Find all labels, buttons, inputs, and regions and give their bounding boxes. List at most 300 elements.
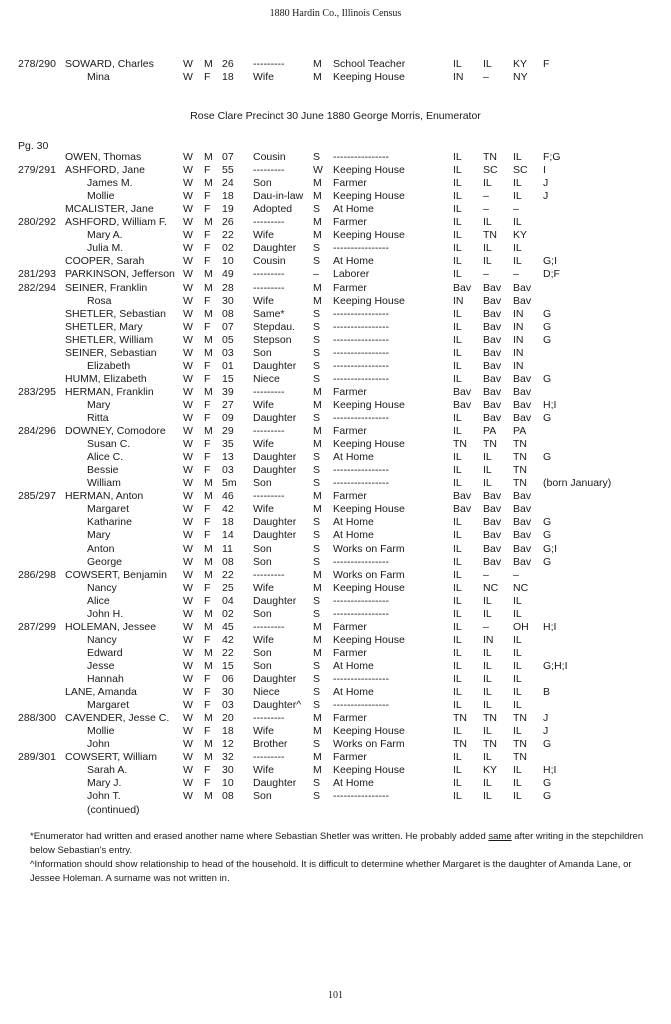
census-row — [0, 347, 671, 360]
father-birthplace: Bav — [483, 555, 502, 568]
occupation: ---------------- — [333, 477, 389, 490]
census-row — [0, 321, 671, 334]
mother-birthplace: IL — [513, 633, 522, 646]
note: B — [543, 686, 551, 699]
person-name: Nancy — [87, 633, 117, 646]
census-row — [0, 268, 671, 281]
mother-birthplace: IN — [513, 346, 524, 359]
person-name: Margaret — [87, 699, 130, 712]
census-row — [0, 71, 671, 84]
father-birthplace: IL — [483, 646, 492, 659]
census-row — [0, 308, 671, 321]
age: 22 — [222, 568, 234, 581]
mother-birthplace: OH — [513, 620, 529, 633]
person-name: Anton — [87, 542, 115, 555]
mother-birthplace: Bav — [513, 412, 532, 424]
occupation: ---------------- — [333, 242, 389, 255]
mother-birthplace: Bav — [513, 281, 532, 294]
age: 03 — [222, 464, 234, 477]
race: W — [183, 333, 193, 346]
census-row — [0, 360, 671, 373]
mother-birthplace: IL — [513, 725, 522, 738]
page-label: Pg. 30 — [18, 140, 49, 152]
person-name: SEINER, Sebastian — [65, 346, 157, 359]
occupation: Farmer — [333, 751, 367, 764]
birthplace: IL — [453, 620, 462, 633]
relationship: Son — [253, 542, 272, 555]
relationship: Daughter — [253, 242, 297, 255]
occupation: ---------------- — [333, 555, 389, 568]
person-name: Nancy — [87, 581, 117, 594]
dwelling-number: 289/301 — [18, 751, 56, 764]
sex: F — [204, 438, 211, 451]
sex: M — [204, 58, 213, 70]
birthplace: IL — [453, 164, 462, 177]
birthplace: IL — [453, 686, 462, 699]
mother-birthplace: TN — [513, 712, 527, 725]
race: W — [183, 70, 193, 83]
note: G — [543, 412, 552, 424]
relationship: Son — [253, 477, 272, 490]
census-row — [0, 686, 671, 699]
age: 49 — [222, 268, 234, 281]
relationship: Son — [253, 555, 272, 568]
census-row — [0, 282, 671, 295]
race: W — [183, 229, 193, 242]
person-name: Elizabeth — [87, 359, 131, 372]
birthplace: IL — [453, 425, 462, 438]
father-birthplace: Bav — [483, 516, 502, 529]
birthplace: IL — [453, 359, 462, 372]
note: F — [543, 58, 550, 70]
note: G — [543, 307, 552, 320]
birthplace: IL — [453, 307, 462, 320]
person-name: COWSERT, William — [65, 751, 157, 764]
sex: F — [204, 372, 211, 385]
sex: M — [204, 620, 213, 633]
mother-birthplace: NY — [513, 70, 528, 83]
marital-status: S — [313, 659, 321, 672]
marital-status: S — [313, 529, 321, 542]
occupation: At Home — [333, 659, 374, 672]
mother-birthplace: TN — [513, 751, 527, 764]
birthplace: IL — [453, 529, 462, 542]
father-birthplace: Bav — [483, 294, 502, 307]
mother-birthplace: IL — [513, 255, 522, 268]
race: W — [183, 425, 193, 438]
age: 10 — [222, 777, 234, 790]
race: W — [183, 216, 193, 229]
race: W — [183, 738, 193, 751]
census-row — [0, 386, 671, 399]
relationship: Stepdau. — [253, 320, 296, 333]
age: 03 — [222, 699, 234, 712]
census-row — [0, 764, 671, 777]
person-name: Katharine — [87, 516, 132, 529]
mother-birthplace: IL — [513, 764, 522, 777]
mother-birthplace: IL — [513, 777, 522, 790]
marital-status: M — [313, 568, 322, 581]
occupation: Keeping House — [333, 70, 405, 83]
marital-status: M — [313, 190, 322, 203]
census-row — [0, 216, 671, 229]
occupation: At Home — [333, 516, 374, 529]
person-name: John H. — [87, 607, 124, 620]
footnote-text: after writing in the stepchildren below Sebastian's entry. — [30, 831, 644, 856]
occupation: Farmer — [333, 646, 367, 659]
sex: F — [204, 503, 211, 516]
sex: F — [204, 581, 211, 594]
dwelling-number: 285/297 — [18, 490, 56, 503]
birthplace: IL — [453, 594, 462, 607]
mother-birthplace: TN — [513, 738, 527, 751]
sex: M — [204, 425, 213, 438]
relationship: Adopted — [253, 203, 293, 216]
person-name: MCALISTER, Jane — [65, 203, 154, 216]
person-name: Mary — [87, 529, 111, 542]
occupation: Keeping House — [333, 503, 405, 516]
person-name: SEINER, Franklin — [65, 281, 148, 294]
relationship: Wife — [253, 438, 274, 451]
mother-birthplace: Bav — [513, 555, 532, 568]
dwelling-number: 280/292 — [18, 216, 56, 229]
person-name: SHETLER, Sebastian — [65, 307, 166, 320]
race: W — [183, 190, 193, 203]
mother-birthplace: Bav — [513, 516, 532, 529]
birthplace: Bav — [453, 503, 472, 516]
age: 32 — [222, 751, 234, 764]
occupation: At Home — [333, 451, 374, 464]
person-name: SOWARD, Charles — [65, 58, 154, 70]
race: W — [183, 307, 193, 320]
person-name: LANE, Amanda — [65, 686, 137, 699]
race: W — [183, 673, 193, 685]
mother-birthplace: – — [513, 568, 519, 581]
note: G — [543, 516, 552, 529]
birthplace: IL — [453, 255, 462, 268]
age: 08 — [222, 555, 234, 568]
marital-status: S — [313, 451, 321, 464]
birthplace: IL — [453, 764, 462, 777]
birthplace: IL — [453, 751, 462, 764]
person-name: HERMAN, Anton — [65, 490, 144, 503]
person-name: ASHFORD, Jane — [65, 164, 145, 177]
mother-birthplace: Bav — [513, 294, 532, 307]
race: W — [183, 242, 193, 255]
relationship: Daughter — [253, 451, 297, 464]
marital-status: S — [313, 516, 321, 529]
mother-birthplace: IL — [513, 607, 522, 620]
census-row — [0, 255, 671, 268]
note: G — [543, 529, 552, 542]
person-name: Alice C. — [87, 451, 124, 464]
race: W — [183, 555, 193, 568]
marital-status: S — [313, 790, 321, 803]
age: 05 — [222, 333, 234, 346]
mother-birthplace: SC — [513, 164, 528, 177]
relationship: Son — [253, 790, 272, 803]
age: 01 — [222, 359, 234, 372]
dwelling-number: 286/298 — [18, 568, 56, 581]
age: 30 — [222, 686, 234, 699]
note: H;I — [543, 764, 557, 777]
father-birthplace: – — [483, 190, 489, 203]
relationship: Wife — [253, 398, 274, 411]
father-birthplace: IL — [483, 699, 492, 712]
birthplace: IL — [453, 477, 462, 490]
mother-birthplace: Bav — [513, 385, 532, 398]
father-birthplace: IL — [483, 242, 492, 255]
occupation: ---------------- — [333, 333, 389, 346]
mother-birthplace: Bav — [513, 503, 532, 516]
footnote-relationship: ^Information should show relationship to head of the household. It is difficult to determine whether Margaret is the daughter of Amanda Lane, or Jessee Holeman. A surname was not written in. — [30, 859, 632, 884]
age: 5m — [222, 477, 237, 490]
note: F;G — [543, 151, 561, 163]
occupation: Farmer — [333, 490, 367, 503]
census-row — [0, 595, 671, 608]
birthplace: IL — [453, 673, 462, 685]
race: W — [183, 529, 193, 542]
relationship: Son — [253, 177, 272, 190]
marital-status: – — [313, 268, 319, 281]
age: 02 — [222, 607, 234, 620]
race: W — [183, 542, 193, 555]
occupation: ---------------- — [333, 320, 389, 333]
census-row — [0, 673, 671, 686]
marital-status: M — [313, 751, 322, 764]
birthplace: IN — [453, 294, 464, 307]
sex: F — [204, 725, 211, 738]
marital-status: S — [313, 346, 321, 359]
note: G — [543, 555, 552, 568]
mother-birthplace: IN — [513, 320, 524, 333]
race: W — [183, 764, 193, 777]
occupation: At Home — [333, 777, 374, 790]
relationship: Wife — [253, 70, 274, 83]
relationship: Cousin — [253, 255, 286, 268]
note: G;H;I — [543, 659, 568, 672]
birthplace: IL — [453, 216, 462, 229]
note: G — [543, 372, 552, 385]
occupation: Farmer — [333, 281, 367, 294]
person-name: HOLEMAN, Jessee — [65, 620, 157, 633]
father-birthplace: – — [483, 568, 489, 581]
birthplace: TN — [453, 712, 467, 725]
sex: F — [204, 516, 211, 529]
father-birthplace: IL — [483, 177, 492, 190]
sex: M — [204, 607, 213, 620]
mother-birthplace: IL — [513, 699, 522, 712]
mother-birthplace: Bav — [513, 542, 532, 555]
relationship: Son — [253, 659, 272, 672]
age: 07 — [222, 151, 234, 163]
occupation: ---------------- — [333, 346, 389, 359]
birthplace: Bav — [453, 281, 472, 294]
page-number: 101 — [328, 990, 343, 1001]
person-name: Hannah — [87, 673, 124, 685]
father-birthplace: PA — [483, 425, 497, 438]
relationship: Son — [253, 646, 272, 659]
birthplace: Bav — [453, 385, 472, 398]
sex: M — [204, 542, 213, 555]
census-row — [0, 177, 671, 190]
relationship: Daughter^ — [253, 699, 302, 712]
father-birthplace: Bav — [483, 346, 502, 359]
birthplace: IL — [453, 242, 462, 255]
census-row — [0, 229, 671, 242]
relationship: --------- — [253, 490, 285, 503]
census-row — [0, 412, 671, 425]
mother-birthplace: IL — [513, 646, 522, 659]
marital-status: M — [313, 281, 322, 294]
mother-birthplace: – — [513, 268, 519, 281]
person-name: CAVENDER, Jesse C. — [65, 712, 170, 725]
birthplace: IL — [453, 151, 462, 163]
sex: M — [204, 177, 213, 190]
age: 15 — [222, 659, 234, 672]
marital-status: S — [313, 151, 321, 163]
marital-status: M — [313, 764, 322, 777]
relationship: --------- — [253, 216, 285, 229]
marital-status: S — [313, 686, 321, 699]
sex: F — [204, 464, 211, 477]
race: W — [183, 581, 193, 594]
note: H;I — [543, 398, 557, 411]
census-row — [0, 699, 671, 712]
person-name: John T. — [87, 790, 121, 803]
census-row — [0, 242, 671, 255]
race: W — [183, 686, 193, 699]
race: W — [183, 777, 193, 790]
person-name: William — [87, 477, 121, 490]
sex: M — [204, 555, 213, 568]
note: J — [543, 190, 549, 203]
person-name: Rosa — [87, 294, 112, 307]
race: W — [183, 620, 193, 633]
sex: F — [204, 164, 211, 177]
sex: M — [204, 385, 213, 398]
marital-status: S — [313, 673, 321, 685]
birthplace: IL — [453, 333, 462, 346]
person-name: ASHFORD, William F. — [65, 216, 168, 229]
occupation: ---------------- — [333, 307, 389, 320]
footnote-emphasis: same — [488, 831, 512, 842]
census-row — [0, 399, 671, 412]
relationship: Wife — [253, 725, 274, 738]
race: W — [183, 255, 193, 268]
note: J — [543, 725, 549, 738]
note: J — [543, 177, 549, 190]
footnote-text: *Enumerator had written and erased another name where Sebastian Shetler was written. He probably added — [30, 831, 489, 842]
marital-status: S — [313, 542, 321, 555]
age: 30 — [222, 294, 234, 307]
mother-birthplace: IL — [513, 190, 522, 203]
person-name: COOPER, Sarah — [65, 255, 145, 268]
age: 42 — [222, 633, 234, 646]
birthplace: IL — [453, 203, 462, 216]
age: 14 — [222, 529, 234, 542]
birthplace: IL — [453, 790, 462, 803]
relationship: Daughter — [253, 516, 297, 529]
birthplace: IL — [453, 464, 462, 477]
relationship: --------- — [253, 712, 285, 725]
relationship: Stepson — [253, 333, 292, 346]
census-row — [0, 58, 671, 71]
relationship: Daughter — [253, 359, 297, 372]
relationship: --------- — [253, 620, 285, 633]
occupation: Keeping House — [333, 398, 405, 411]
marital-status: M — [313, 490, 322, 503]
sex: M — [204, 659, 213, 672]
person-name: PARKINSON, Jefferson — [65, 268, 175, 281]
note: I — [543, 164, 546, 177]
sex: F — [204, 529, 211, 542]
father-birthplace: IL — [483, 777, 492, 790]
father-birthplace: NC — [483, 581, 499, 594]
occupation: Farmer — [333, 712, 367, 725]
person-name: Mary J. — [87, 777, 122, 790]
occupation: ---------------- — [333, 699, 389, 712]
race: W — [183, 712, 193, 725]
sex: F — [204, 242, 211, 255]
census-row — [0, 569, 671, 582]
father-birthplace: TN — [483, 712, 497, 725]
sex: F — [204, 594, 211, 607]
occupation: Works on Farm — [333, 738, 405, 751]
person-name: Mina — [87, 70, 110, 83]
father-birthplace: Bav — [483, 333, 502, 346]
race: W — [183, 464, 193, 477]
person-name: Mary A. — [87, 229, 123, 242]
marital-status: S — [313, 242, 321, 255]
mother-birthplace: Bav — [513, 372, 532, 385]
mother-birthplace: TN — [513, 451, 527, 464]
race: W — [183, 490, 193, 503]
dwelling-number: 281/293 — [18, 268, 56, 281]
father-birthplace: IL — [483, 790, 492, 803]
person-name: George — [87, 555, 123, 568]
occupation: ---------------- — [333, 372, 389, 385]
marital-status: S — [313, 359, 321, 372]
relationship: --------- — [253, 58, 285, 70]
occupation: Keeping House — [333, 294, 405, 307]
sex: F — [204, 673, 211, 685]
marital-status: M — [313, 216, 322, 229]
occupation: Farmer — [333, 216, 367, 229]
age: 10 — [222, 255, 234, 268]
age: 22 — [222, 646, 234, 659]
census-row — [0, 738, 671, 751]
sex: F — [204, 699, 211, 712]
census-row — [0, 373, 671, 386]
age: 46 — [222, 490, 234, 503]
mother-birthplace: IN — [513, 333, 524, 346]
marital-status: M — [313, 398, 322, 411]
page-header: 1880 Hardin Co., Illinois Census — [269, 8, 402, 19]
age: 20 — [222, 712, 234, 725]
race: W — [183, 359, 193, 372]
census-row — [0, 477, 671, 490]
father-birthplace: IL — [483, 659, 492, 672]
occupation: ---------------- — [333, 673, 389, 685]
father-birthplace: Bav — [483, 529, 502, 542]
father-birthplace: IL — [483, 594, 492, 607]
father-birthplace: Bav — [483, 320, 502, 333]
birthplace: IN — [453, 70, 464, 83]
age: 07 — [222, 320, 234, 333]
occupation: Works on Farm — [333, 568, 405, 581]
census-row — [0, 751, 671, 764]
